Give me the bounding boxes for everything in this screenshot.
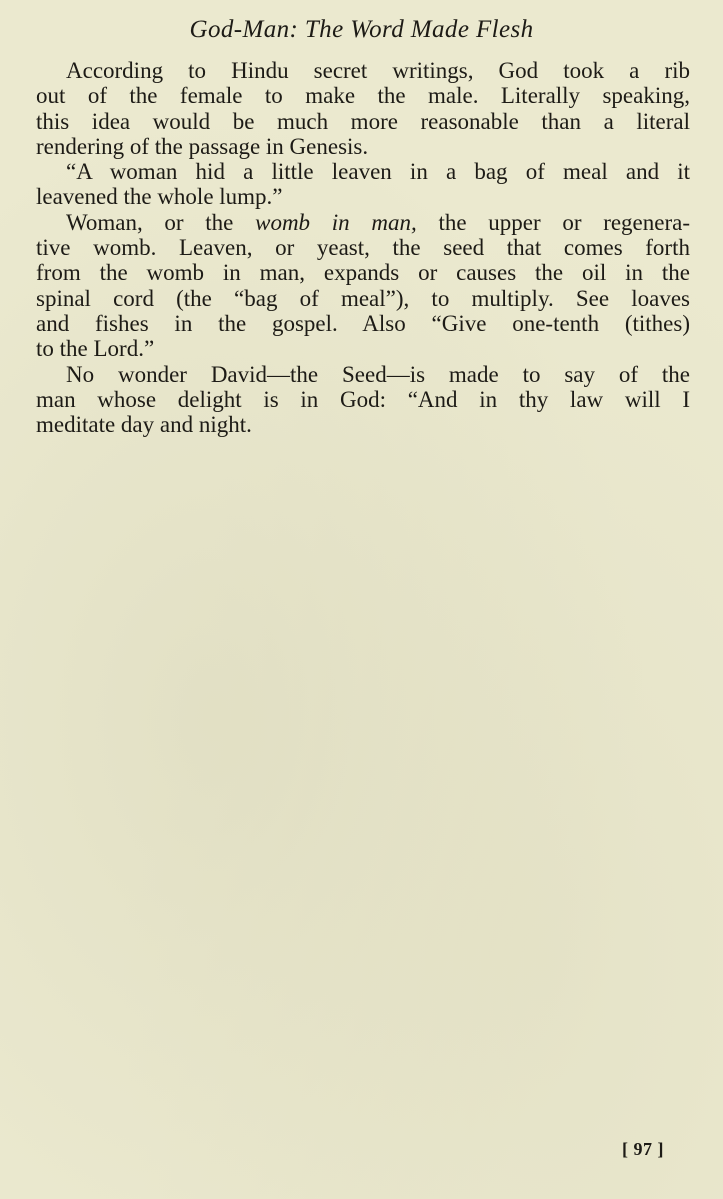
text-line: out of the female to make the male. Literally speaking, xyxy=(36,83,690,109)
paragraph-womb-in-man xyxy=(36,210,690,362)
text-line: from the womb in man, expands or causes the oil in the xyxy=(36,260,690,286)
text-line: man whose delight is in God: “And in thy law will I xyxy=(36,386,690,412)
text-segment: the upper or regenera- xyxy=(416,209,691,235)
paragraph-leaven-quote xyxy=(36,159,690,210)
text-line: No wonder David—the Seed—is made to say of the xyxy=(66,361,690,387)
emphasized-phrase: womb in man, xyxy=(255,209,417,235)
text-line: tive womb. Leaven, or yeast, the seed that comes forth xyxy=(36,235,690,261)
text-line: According to Hindu secret writings, God took a rib xyxy=(66,58,690,83)
text-segment: Woman, or the xyxy=(66,209,256,235)
text-line: meditate day and night. xyxy=(36,412,252,438)
paragraph-david-seed xyxy=(36,362,690,438)
paragraph-hindu-rib xyxy=(36,58,690,159)
text-line: and fishes in the gospel. Also “Give one-tenth (tithes) xyxy=(36,310,690,336)
text-line: rendering of the passage in Genesis. xyxy=(36,133,369,159)
page-number: [ 97 ] xyxy=(622,1139,664,1159)
text-line: leavened the whole lump.” xyxy=(36,184,283,210)
text-line: spinal cord (the “bag of meal”), to multiply. See loaves xyxy=(36,285,690,311)
text-line xyxy=(36,210,690,235)
text-line: this idea would be much more reasonable than a literal xyxy=(36,108,690,134)
text-line: to the Lord.” xyxy=(36,336,155,362)
running-title: God-Man: The Word Made Flesh xyxy=(189,16,534,43)
body-text xyxy=(36,58,690,437)
text-line: “A woman hid a little leaven in a bag of meal and it xyxy=(66,159,690,185)
